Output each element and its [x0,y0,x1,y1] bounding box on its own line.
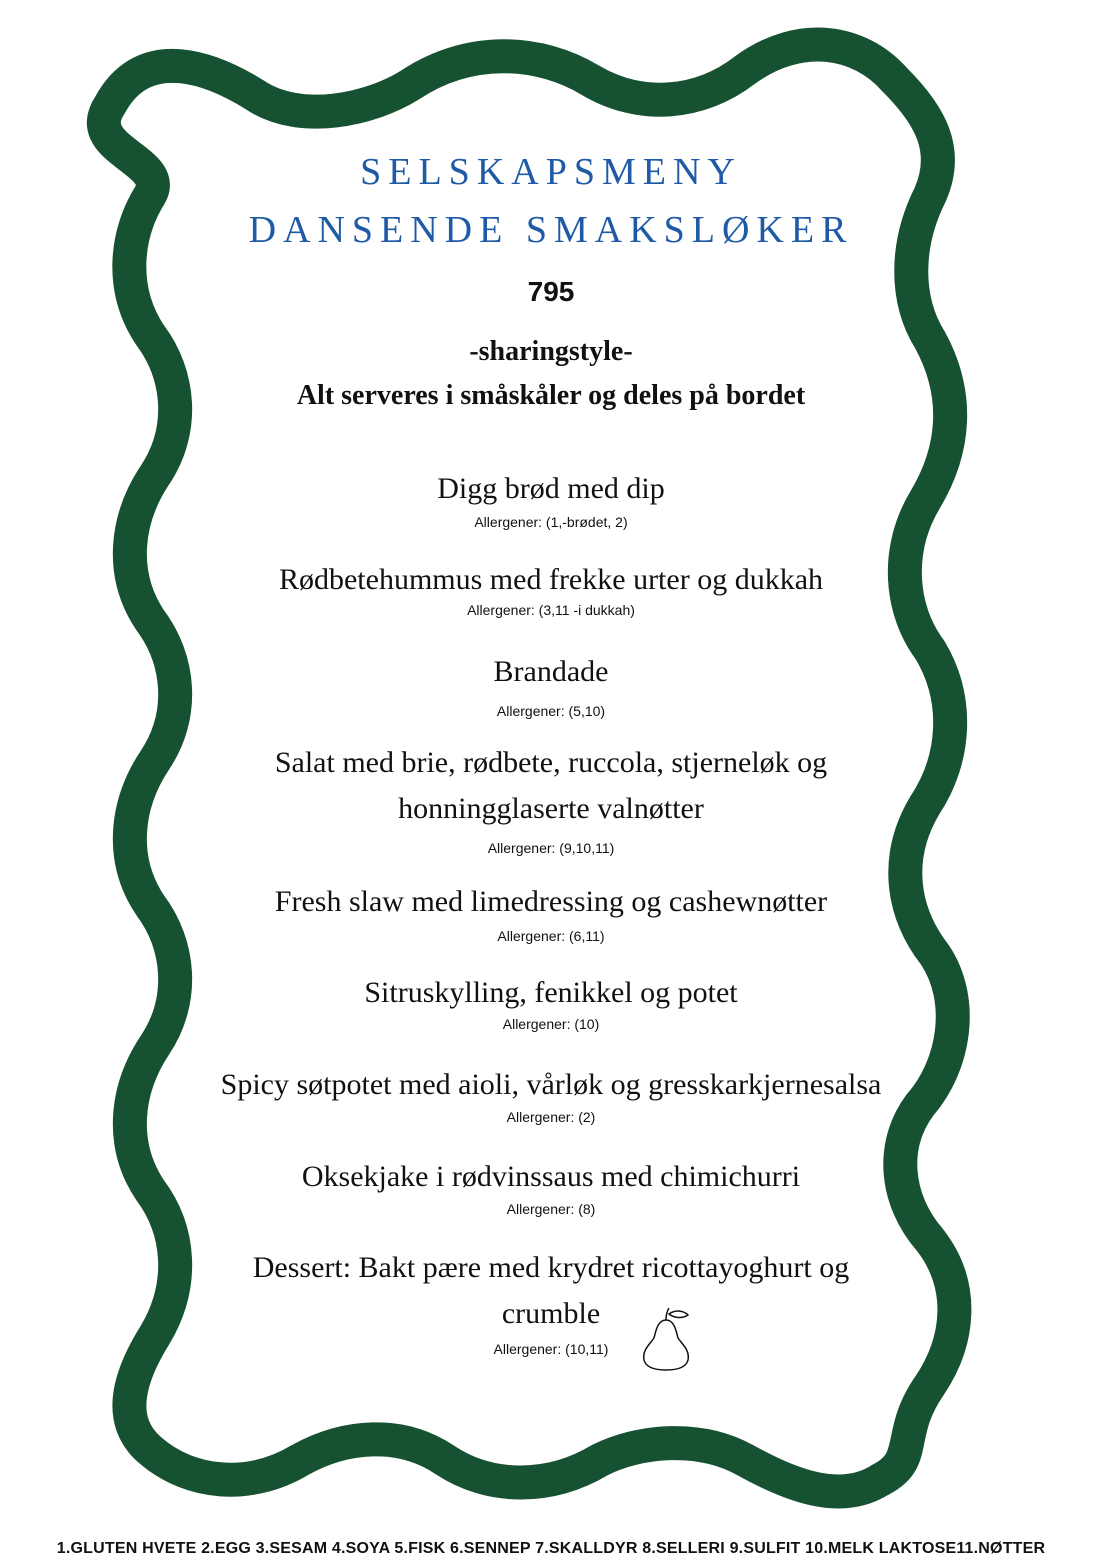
dish-9-line-1: Dessert: Bakt pære med krydret ricottayoghurt og [252,1251,850,1284]
menu-title: SELSKAPSMENY [360,151,742,193]
menu-subtitle: DANSENDE SMAKSLØKER [248,209,854,251]
dish-4-line-1: Salat med brie, rødbete, ruccola, stjerneløk og [274,746,828,779]
dish-3: Brandade [493,655,609,688]
allergens-1: Allergener: (1,-brødet, 2) [474,514,628,530]
menu-price: 795 [527,276,575,307]
allergens-2: Allergener: (3,11 -i dukkah) [467,602,635,618]
dish-7: Spicy søtpotet med aioli, vårløk og gresskarkjernesalsa [220,1068,882,1101]
dish-8: Oksekjake i rødvinssaus med chimichurri [301,1160,801,1193]
allergens-8: Allergener: (8) [506,1201,596,1217]
allergens-3: Allergener: (5,10) [496,703,606,719]
pear-icon [636,1306,696,1372]
dish-5: Fresh slaw med limedressing og cashewnøtter [274,885,828,918]
dish-1: Digg brød med dip [437,472,665,505]
allergens-7: Allergener: (2) [506,1109,596,1125]
allergens-6: Allergener: (10) [502,1016,600,1032]
allergen-legend: 1.GLUTEN HVETE 2.EGG 3.SESAM 4.SOYA 5.FISK 6.SENNEP 7.SKALLDYR 8.SELLERI 9.SULFIT 10.MELK LAKTOSE11.NØTTER [56,1540,1046,1557]
serving-style: -sharingstyle- [469,336,633,367]
allergens-5: Allergener: (6,11) [497,928,605,944]
serving-note: Alt serveres i småskåler og deles på bordet [296,380,806,411]
dish-2: Rødbetehummus med frekke urter og dukkah [278,563,824,596]
allergens-4: Allergener: (9,10,11) [487,840,615,856]
allergens-9: Allergener: (10,11) [493,1341,609,1357]
dish-4-line-2: honningglaserte valnøtter [398,792,704,825]
dish-9-line-2: crumble [501,1297,601,1330]
dish-6: Sitruskylling, fenikkel og potet [364,976,738,1009]
